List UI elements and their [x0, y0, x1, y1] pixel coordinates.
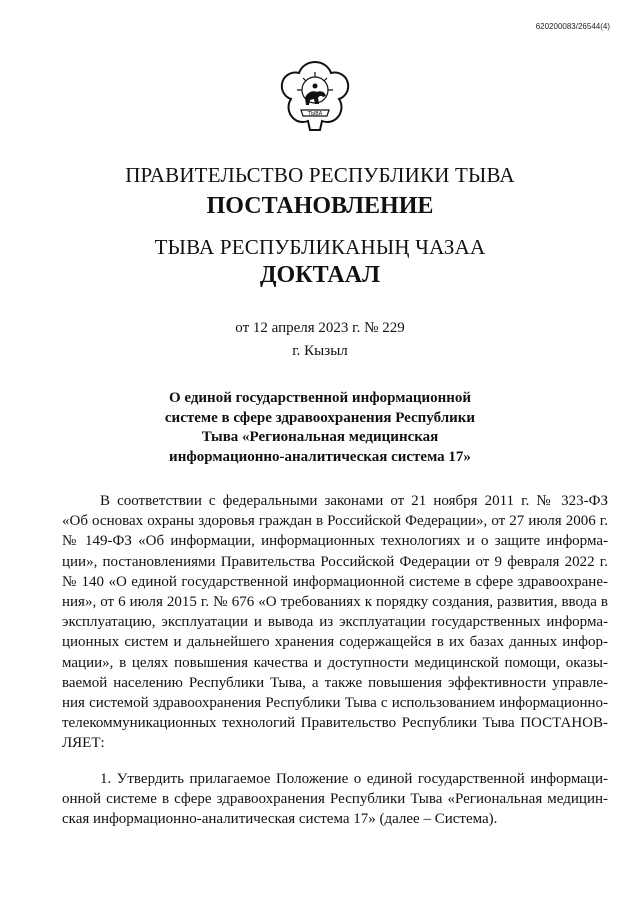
paragraph-line: ционных систем и дальнейшего хранения содержащейся в их базах данных инфор-	[62, 634, 608, 651]
government-title-ru: ПРАВИТЕЛЬСТВО РЕСПУБЛИКИ ТЫВА	[125, 163, 515, 187]
paragraph-line: ния», от 6 июля 2015 г. № 676 «О требованиях к порядку создания, развития, ввода в	[62, 593, 608, 610]
paragraph-line: ции», постановлениями Правительства Российской Федерации от 9 февраля 2022 г.	[62, 553, 608, 570]
paragraph-line: онной системе в сфере здравоохранения Республики Тыва «Региональная медицин-	[62, 791, 608, 808]
paragraph-line: ЛЯЕТ:	[62, 735, 105, 752]
clause-1-paragraph	[62, 769, 608, 830]
preamble-paragraph	[62, 491, 608, 753]
paragraph-line: мации», в целях повышения качества и доступности медицинской помощи, оказы-	[62, 654, 608, 671]
decree-type-ru: ПОСТАНОВЛЕНИЕ	[206, 193, 434, 219]
document-number: 620200083/26544(4)	[535, 22, 610, 31]
government-title-tyv: ТЫВА РЕСПУБЛИКАНЫҢ ЧАЗАА	[154, 235, 486, 259]
paragraph-line: телекоммуникационных технологий Правительство Республики Тыва ПОСТАНОВ-	[62, 715, 608, 732]
paragraph-line: ния системой здравоохранения Республики Тыва с использованием информационно-	[62, 694, 608, 711]
decree-title-line: О единой государственной информационной	[168, 390, 472, 406]
decree-title-line: системе в сфере здравоохранения Республики	[164, 409, 476, 426]
paragraph-line: В соответствии с федеральными законами от 21 ноября 2011 г. № 323-ФЗ	[100, 493, 608, 509]
decree-type-tyv: ДОКТААЛ	[260, 262, 380, 288]
decree-title-line: информационно-аналитическая система 17»	[169, 448, 471, 465]
decree-title-line: Тыва «Региональная медицинская	[201, 429, 439, 445]
decree-date-number: от 12 апреля 2023 г. № 229	[235, 320, 405, 336]
decree-city: г. Кызыл	[292, 343, 348, 359]
decree-title	[150, 389, 490, 467]
paragraph-line: «Об основах охраны здоровья граждан в Российской Федерации», от 27 июля 2006 г.	[62, 513, 608, 530]
tuva-coat-of-arms-icon	[277, 58, 353, 142]
paragraph-line: эксплуатацию, эксплуатации и вывода из эксплуатации государственных информа-	[62, 614, 608, 631]
paragraph-line: № 149-ФЗ «Об информации, информационных технологиях и о защите информа-	[62, 533, 608, 550]
paragraph-line: № 140 «О единой государственной информационной системе в сфере здравоохране-	[62, 573, 608, 590]
paragraph-line: 1. Утвердить прилагаемое Положение о единой государственной информаци-	[100, 771, 608, 787]
svg-text:ТЫВА: ТЫВА	[307, 111, 323, 117]
paragraph-line: ваемой населению Республики Тыва, а также повышения эффективности управле-	[62, 674, 608, 691]
paragraph-line: ская информационно-аналитическая система 17» (далее – Система).	[62, 811, 498, 828]
